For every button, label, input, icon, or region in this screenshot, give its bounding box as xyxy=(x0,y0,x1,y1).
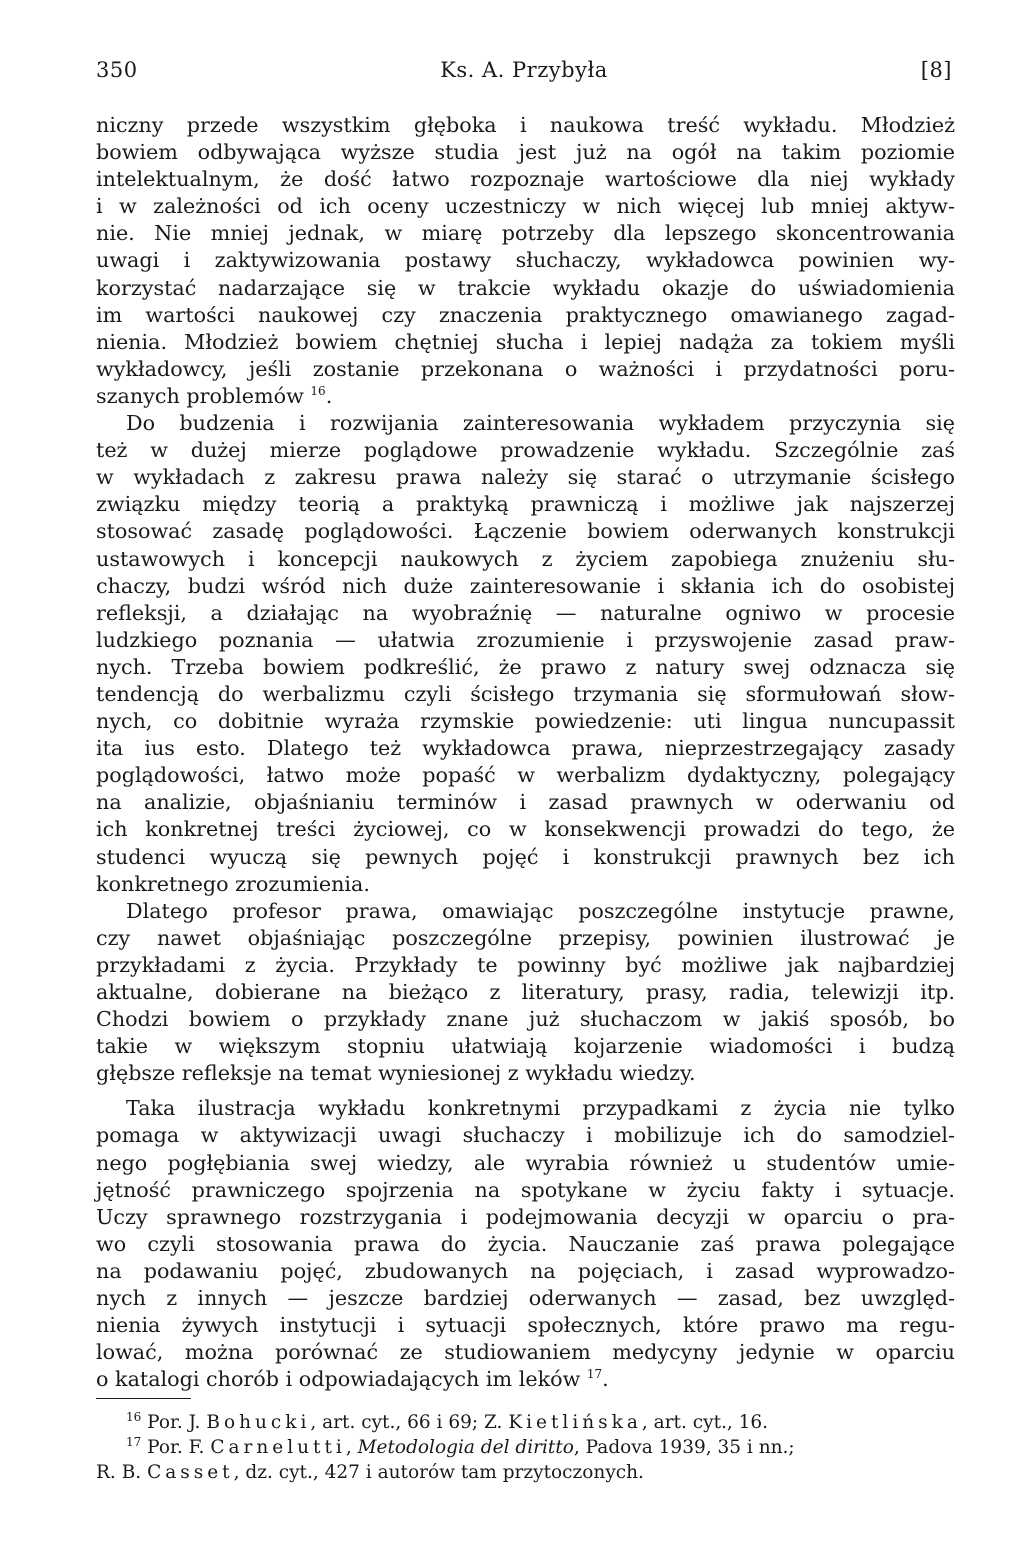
text-fragment: szanych problemów xyxy=(96,383,304,408)
text-line: konkretnego zrozumienia. xyxy=(96,871,370,896)
text-line: też w dużej mierze poglądowe prowadzenie wykładu. Szczególnie zaś xyxy=(96,438,955,463)
text-line: chaczy, budzi wśród nich duże zainteresowanie i skłania ich do osobistej xyxy=(96,573,955,598)
text-line: w wykładach z zakresu prawa należy się starać o utrzymanie ścisłego xyxy=(96,465,955,490)
text-line: Uczy sprawnego rozstrzygania i podejmowania decyzji w oparciu o pra- xyxy=(96,1204,955,1229)
text-line: korzystać nadarzające się w trakcie wykładu okazje do uświadomienia xyxy=(96,275,955,300)
footnote-title: Metodologia del diritto xyxy=(357,1437,574,1458)
text-line: aktualne, dobierane na bieżąco z literatury, prasy, radia, telewizji itp. xyxy=(96,980,955,1004)
text-line: i w zależności od ich oceny uczestniczy w nich więcej lub mniej aktyw- xyxy=(96,194,955,219)
footnote-divider xyxy=(96,1398,191,1399)
text-line: związku między teorią a praktyką prawniczą i możliwe jak najszerzej xyxy=(96,492,955,517)
footnote-number: 16 xyxy=(126,1409,142,1424)
footnote-text: R. B. xyxy=(96,1462,142,1483)
page-number: 350 xyxy=(96,58,138,82)
text-line: szanych problemów $^{16}$. xyxy=(96,383,333,408)
text-line: nych z innych — jeszcze bardziej oderwanych — zasad, bez uwzględ- xyxy=(96,1286,955,1311)
footnote-text: Por. J. xyxy=(147,1412,201,1433)
text-line: wykładowcy, jeśli zostanie przekonana o ważności i przydatności poru- xyxy=(96,356,955,381)
text-line: refleksji, a działając na wyobraźnię — naturalne ogniwo w procesie xyxy=(96,600,955,625)
footnote-17 xyxy=(96,1435,955,1460)
footnote-author: Casset xyxy=(147,1462,234,1483)
text-fragment: o katalogi chorób i odpowiadających im leków xyxy=(96,1367,581,1392)
text-line: ludzkiego poznania — ułatwia zrozumienie i przyswojenie zasad praw- xyxy=(96,627,955,652)
text-line: stosować zasadę poglądowości. Łączenie bowiem oderwanych konstrukcji xyxy=(96,519,955,544)
text-line: ich konkretnej treści życiowej, co w konsekwencji prowadzi do tego, że xyxy=(96,817,955,842)
footnote-text: , xyxy=(345,1437,352,1458)
text-line: tendencją do werbalizmu czyli ścisłego trzymania się sformułowań słow- xyxy=(96,681,955,706)
text-line: jętność prawniczego spojrzenia na spotykane w życiu fakty i sytuacje. xyxy=(96,1177,955,1202)
text-line: czy nawet objaśniając poszczególne przepisy, powinien ilustrować je xyxy=(96,925,955,950)
text-line: studenci wyuczą się pewnych pojęć i konstrukcji prawnych bez ich xyxy=(96,844,955,869)
text-line: o katalogi chorób i odpowiadających im leków $^{17}$. xyxy=(96,1367,609,1392)
paragraph-first-line: Taka ilustracja wykładu konkretnymi przypadkami z życia nie tylko xyxy=(126,1096,955,1121)
text-line: niczny przede wszystkim głęboka i naukowa treść wykładu. Młodzież xyxy=(96,113,955,137)
body-text xyxy=(96,112,955,1393)
text-line: intelektualnym, że dość łatwo rozpoznaje wartościowe dla niej wykłady xyxy=(96,167,955,192)
footnote-author: Bohucki xyxy=(206,1412,311,1433)
text-line: Chodzi bowiem o przykłady znane już słuchaczom w jakiś sposób, bo xyxy=(96,1007,955,1032)
footnote-16 xyxy=(96,1410,955,1435)
footnote-text: , art. cyt., 66 i 69; Z. xyxy=(310,1412,503,1433)
text-line: uwagi i zaktywizowania postawy słuchaczy, wykładowca powinien wy- xyxy=(96,248,955,273)
footnote-17-continued xyxy=(96,1460,955,1485)
text-line: bowiem odbywająca wyższe studia jest już na ogół na takim poziomie xyxy=(96,140,955,165)
text-line: ustawowych i koncepcji naukowych z życiem zapobiega znużeniu słu- xyxy=(96,546,955,571)
footnotes xyxy=(96,1410,955,1485)
text-line: im wartości naukowej czy znaczenia praktycznego omawianego zagad- xyxy=(96,302,955,327)
footnote-author: Carnelutti xyxy=(210,1437,346,1458)
text-line: wo czyli stosowania prawa do życia. Nauczanie zaś prawa polegające xyxy=(96,1231,955,1256)
text-line: takie w większym stopniu ułatwiają kojarzenie wiadomości i budzą xyxy=(96,1034,955,1059)
text-line: przykładami z życia. Przykłady te powinny być możliwe jak najbardziej xyxy=(96,952,955,977)
running-title: Ks. A. Przybyła xyxy=(440,58,608,82)
text-line: nych. Trzeba bowiem podkreślić, że prawo z natury swej odznacza się xyxy=(96,654,955,679)
footnote-text: Por. F. xyxy=(147,1437,205,1458)
text-line: pomaga w aktywizacji uwagi słuchaczy i mobilizuje ich do samodziel- xyxy=(96,1123,955,1148)
text-line: nienia. Młodzież bowiem chętniej słucha i lepiej nadąża za tokiem myśli xyxy=(96,329,955,354)
footnote-ref-17[interactable]: 17 xyxy=(586,1367,603,1382)
text-line: nych, co dobitnie wyraża rzymskie powiedzenie: uti lingua nuncupassit xyxy=(96,709,955,734)
page-header xyxy=(96,58,952,88)
text-line: na analizie, objaśnianiu terminów i zasad prawnych w oderwaniu od xyxy=(96,790,955,815)
footnote-author: Kietlińska xyxy=(508,1412,642,1433)
footnote-text: , Padova 1939, 35 i nn.; xyxy=(573,1437,795,1458)
text-line: ita ius esto. Dlatego też wykładowca prawa, nieprzestrzegający zasady xyxy=(96,736,955,761)
text-line: nienia żywych instytucji i sytuacji społecznych, które prawo ma regu- xyxy=(96,1313,955,1338)
text-line: nego pogłębiania swej wiedzy, ale wyrabia również u studentów umie- xyxy=(96,1150,955,1175)
footnote-text: , art. cyt., 16. xyxy=(641,1412,769,1433)
text-line: lować, można porównać ze studiowaniem medycyny jedynie w oparciu xyxy=(96,1340,955,1365)
text-line: poglądowości, łatwo może popaść w werbalizm dydaktyczny, polegający xyxy=(96,763,955,788)
text-line: nie. Nie mniej jednak, w miarę potrzeby dla lepszego skoncentrowania xyxy=(96,221,955,246)
footnote-ref-16[interactable]: 16 xyxy=(310,384,326,399)
section-number: [8] xyxy=(920,58,952,82)
paragraph-first-line: Do budzenia i rozwijania zainteresowania wykładem przyczynia się xyxy=(126,411,955,436)
footnote-text: , dz. cyt., 427 i autorów tam przytoczonych. xyxy=(233,1462,644,1483)
footnote-number: 17 xyxy=(126,1434,142,1449)
text-line: na podawaniu pojęć, zbudowanych na pojęciach, i zasad wyprowadzo- xyxy=(96,1258,955,1283)
paragraph-first-line: Dlatego profesor prawa, omawiając poszczególne instytucje prawne, xyxy=(126,898,955,923)
text-line: głębsze refleksje na temat wyniesionej z wykładu wiedzy. xyxy=(96,1061,696,1086)
